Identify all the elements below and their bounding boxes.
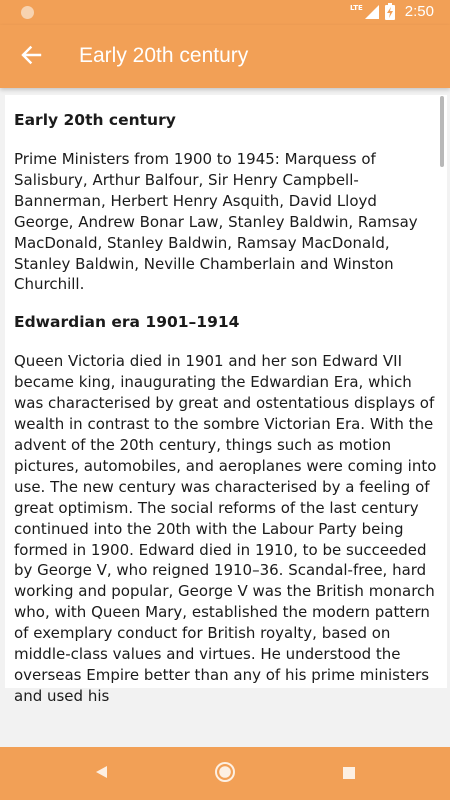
article-text [14, 95, 439, 707]
page-title: Early 20th century [79, 44, 249, 67]
back-button[interactable] [10, 36, 52, 78]
navigation-bar [0, 747, 450, 800]
nav-home-button[interactable] [210, 759, 240, 789]
triangle-back-icon [93, 764, 109, 784]
status-bar [0, 0, 450, 25]
status-icons [350, 3, 434, 20]
status-clock: 2:50 [404, 3, 434, 20]
article-card[interactable] [5, 95, 447, 705]
app-bar [0, 25, 450, 88]
scrollbar[interactable] [440, 96, 444, 167]
circle-home-icon [214, 761, 236, 787]
section-body: Prime Ministers from 1900 to 1945: Marquess of Salisbury, Arthur Balfour, Sir Henry Campbell-Bannerman, Herbert Henry Asquith, David Lloyd George, Andrew Bonar Law, Stanley Baldwin, Ramsay MacDonald, Stanley Baldwin, Ramsay MacDonald, Stanley Baldwin, Neville Chamberlain and Winston Churchill. [14, 150, 418, 294]
notification-dot-icon [21, 6, 34, 19]
network-type-label: LTE [349, 4, 363, 12]
arrow-back-icon [21, 46, 41, 68]
section-body: Queen Victoria died in 1901 and her son Edward VII became king, inaugurating the Edwardian Era, which was characterised by great and ostentatious displays of wealth in contrast to the sombre Victorian Era. With the advent of the 20th century, things such as motion pictures, automobiles, and aeroplanes were coming into use. The new century was characterised by a feeling of great optimism. The social reforms of the last century continued into the 20th with the Labour Party being formed in 1900. Edward died in 1910, to be succeeded by George V, who reigned 1910–36. Scandal-free, hard working and popular, George V was the British monarch who, with Queen Mary, established the modern pattern of exemplary conduct for British royalty, based on middle-class values and virtues. He understood the overseas Empire better than any of his prime ministers and used his [14, 352, 437, 705]
nav-recents-button[interactable] [334, 759, 364, 789]
nav-back-button[interactable] [86, 759, 116, 789]
section-heading: Early 20th century [14, 111, 176, 129]
section-heading: Edwardian era 1901–1914 [14, 313, 240, 332]
square-recents-icon [342, 765, 356, 784]
signal-icon [365, 5, 379, 19]
battery-charging-icon [385, 3, 395, 20]
